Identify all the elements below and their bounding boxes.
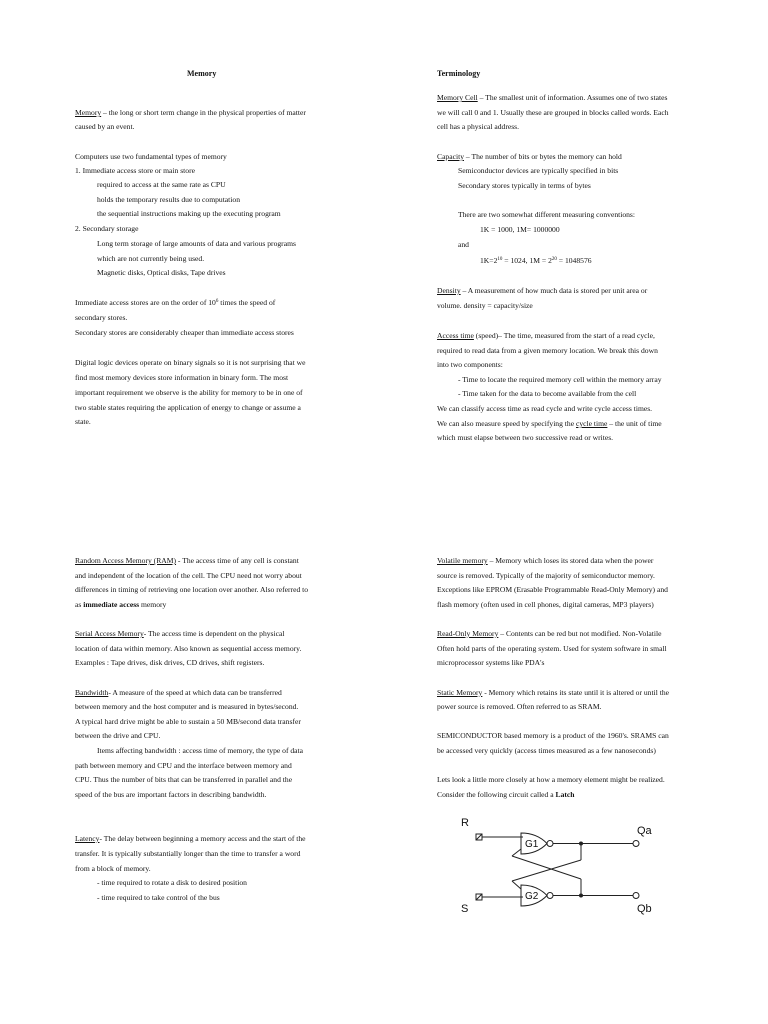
text-line: Lets look a little more closely at how a memory element might be realized. <box>437 775 665 784</box>
list-item: 1. Immediate access store or main store <box>75 166 195 175</box>
text-line: as immediate access memory <box>75 600 167 609</box>
capacity-definition: Capacity – The number of bits or bytes the memory can hold <box>437 152 622 161</box>
text-line: We can classify access time as read cycle and write cycle access times. <box>437 404 653 413</box>
text-line: Items affecting bandwidth : access time of memory, the type of data <box>97 746 304 755</box>
qb-output-label: Qb <box>637 903 652 915</box>
convention-decimal: 1K = 1000, 1M= 1000000 <box>480 225 560 234</box>
memory-title: Memory <box>187 69 217 78</box>
text-line: two stable states requiring the application of energy to change or assume a <box>75 403 301 412</box>
text-line: secondary stores. <box>75 313 128 322</box>
cycle-time-text: We can also measure speed by specifying the cycle time – the unit of time <box>437 419 662 428</box>
list-subitem: Secondary stores typically in terms of bytes <box>458 181 591 190</box>
text-line: volume. density = capacity/size <box>437 301 533 310</box>
text-line: location of data within memory. Also known as sequential access memory. <box>75 644 302 653</box>
s-input-label: S <box>461 903 469 915</box>
r-input-label: R <box>461 817 469 829</box>
text-line: source is removed. Typically of the majority of semiconductor memory. <box>437 571 655 580</box>
volatile-memory-definition: Volatile memory – Memory which loses its stored data when the power <box>437 556 654 565</box>
text-line: from a block of memory. <box>75 864 151 873</box>
text-line: There are two somewhat different measuring conventions: <box>458 210 635 219</box>
list-subitem: - Time to locate the required memory cell within the memory array <box>458 375 662 384</box>
latch-circuit-diagram <box>455 812 670 917</box>
bandwidth-definition: Bandwidth- A measure of the speed at which data can be transferred <box>75 688 282 697</box>
text-line: find most memory devices store information in binary form. The most <box>75 373 289 382</box>
text-line: Computers use two fundamental types of memory <box>75 152 227 161</box>
text-line: be accessed very quickly (access times measured as a few nanoseconds) <box>437 746 656 755</box>
text-line: between memory and the host computer and is measured in bytes/second. <box>75 702 299 711</box>
text-line: transfer. It is typically substantially longer than the time to transfer a word <box>75 849 301 858</box>
access-time-definition: Access time (speed)– The time, measured from the start of a read cycle, <box>437 331 655 340</box>
list-subitem: Long term storage of large amounts of data and various programs <box>97 239 296 248</box>
text-line: SEMICONDUCTOR based memory is a product of the 1960's. SRAMS can <box>437 731 669 740</box>
ram-definition: Random Access Memory (RAM) - The access time of any cell is constant <box>75 556 299 565</box>
memory-cell-definition: Memory Cell – The smallest unit of information. Assumes one of two states <box>437 93 668 102</box>
text-line: CPU. Thus the number of bits that can be transferred in parallel and the <box>75 775 293 784</box>
static-memory-definition: Static Memory - Memory which retains its state until it is altered or until the <box>437 688 669 697</box>
g2-gate-label: G2 <box>525 891 539 902</box>
list-subitem: which are not currently being used. <box>97 254 205 263</box>
text-line: we will call 0 and 1. Usually these are grouped in blocks called words. Each <box>437 108 669 117</box>
text-line: A typical hard drive might be able to sustain a 50 MB/second data transfer <box>75 717 301 726</box>
list-subitem: - time required to rotate a disk to desired position <box>97 878 247 887</box>
g1-gate-label: G1 <box>525 839 539 850</box>
text-line: microprocessor systems like PDA's <box>437 658 545 667</box>
text-line: differences in timing of retrieving one location over another. Also referred to <box>75 585 309 594</box>
text-line: power source is removed. Often referred to as SRAM. <box>437 702 602 711</box>
text-line: cell has a physical address. <box>437 122 520 131</box>
text-line: important requirement we observe is the ability for memory to be in one of <box>75 388 303 397</box>
list-subitem: Magnetic disks, Optical disks, Tape drives <box>97 268 226 277</box>
text-line: between the drive and CPU. <box>75 731 161 740</box>
density-definition: Density – A measurement of how much data is stored per unit area or <box>437 286 648 295</box>
list-item: 2. Secondary storage <box>75 224 139 233</box>
list-subitem: - Time taken for the data to become available from the cell <box>458 389 637 398</box>
convention-binary: $1K=2^{10} = 1024$, $1M = 2^{20} = 1048576$ <box>480 256 592 265</box>
qa-output-label: Qa <box>637 825 652 837</box>
list-subitem: required to access at the same rate as CPU <box>97 180 226 189</box>
speed-ratio-text: Immediate access stores are on the order of $10^6$ times the speed of <box>75 298 276 307</box>
text-line: speed of the bus are important factors in describing bandwidth. <box>75 790 267 799</box>
text-line: path between memory and CPU and the interface between memory and <box>75 761 292 770</box>
list-subitem: Semiconductor devices are typically specified in bits <box>458 166 619 175</box>
text-line: which must elapse between two successive read or writes. <box>437 433 614 442</box>
list-subitem: the sequential instructions making up the executing program <box>97 209 281 218</box>
text-line: and independent of the location of the cell. The CPU need not worry about <box>75 571 302 580</box>
list-subitem: - time required to take control of the bus <box>97 893 220 902</box>
list-subitem: holds the temporary results due to computation <box>97 195 240 204</box>
serial-access-definition: Serial Access Memory- The access time is dependent on the physical <box>75 629 285 638</box>
memory-definition: Memory – the long or short term change in the physical properties of matter <box>75 108 306 117</box>
text-line: flash memory (often used in cell phones, digital cameras, MP3 players) <box>437 600 654 609</box>
text-line: required to read data from a given memory location. We break this down <box>437 346 658 355</box>
text-line: Exceptions like EPROM (Erasable Programmable Read-Only Memory) and <box>437 585 668 594</box>
text-line: and <box>458 240 469 249</box>
latency-definition: Latency- The delay between beginning a memory access and the start of the <box>75 834 306 843</box>
text-line: Secondary stores are considerably cheaper than immediate access stores <box>75 328 294 337</box>
rom-definition: Read-Only Memory – Contents can be red but not modified. Non-Volatile <box>437 629 662 638</box>
terminology-title: Terminology <box>437 69 481 78</box>
text-line: Examples : Tape drives, disk drives, CD drives, shift registers. <box>75 658 265 667</box>
text-line: Often hold parts of the operating system. Used for system software in small <box>437 644 667 653</box>
text-line: Digital logic devices operate on binary signals so it is not surprising that we <box>75 358 306 367</box>
latch-intro-text: Consider the following circuit called a Latch <box>437 790 575 799</box>
text-line: caused by an event. <box>75 122 135 131</box>
text-line: state. <box>75 417 91 426</box>
text-line: into two components: <box>437 360 503 369</box>
